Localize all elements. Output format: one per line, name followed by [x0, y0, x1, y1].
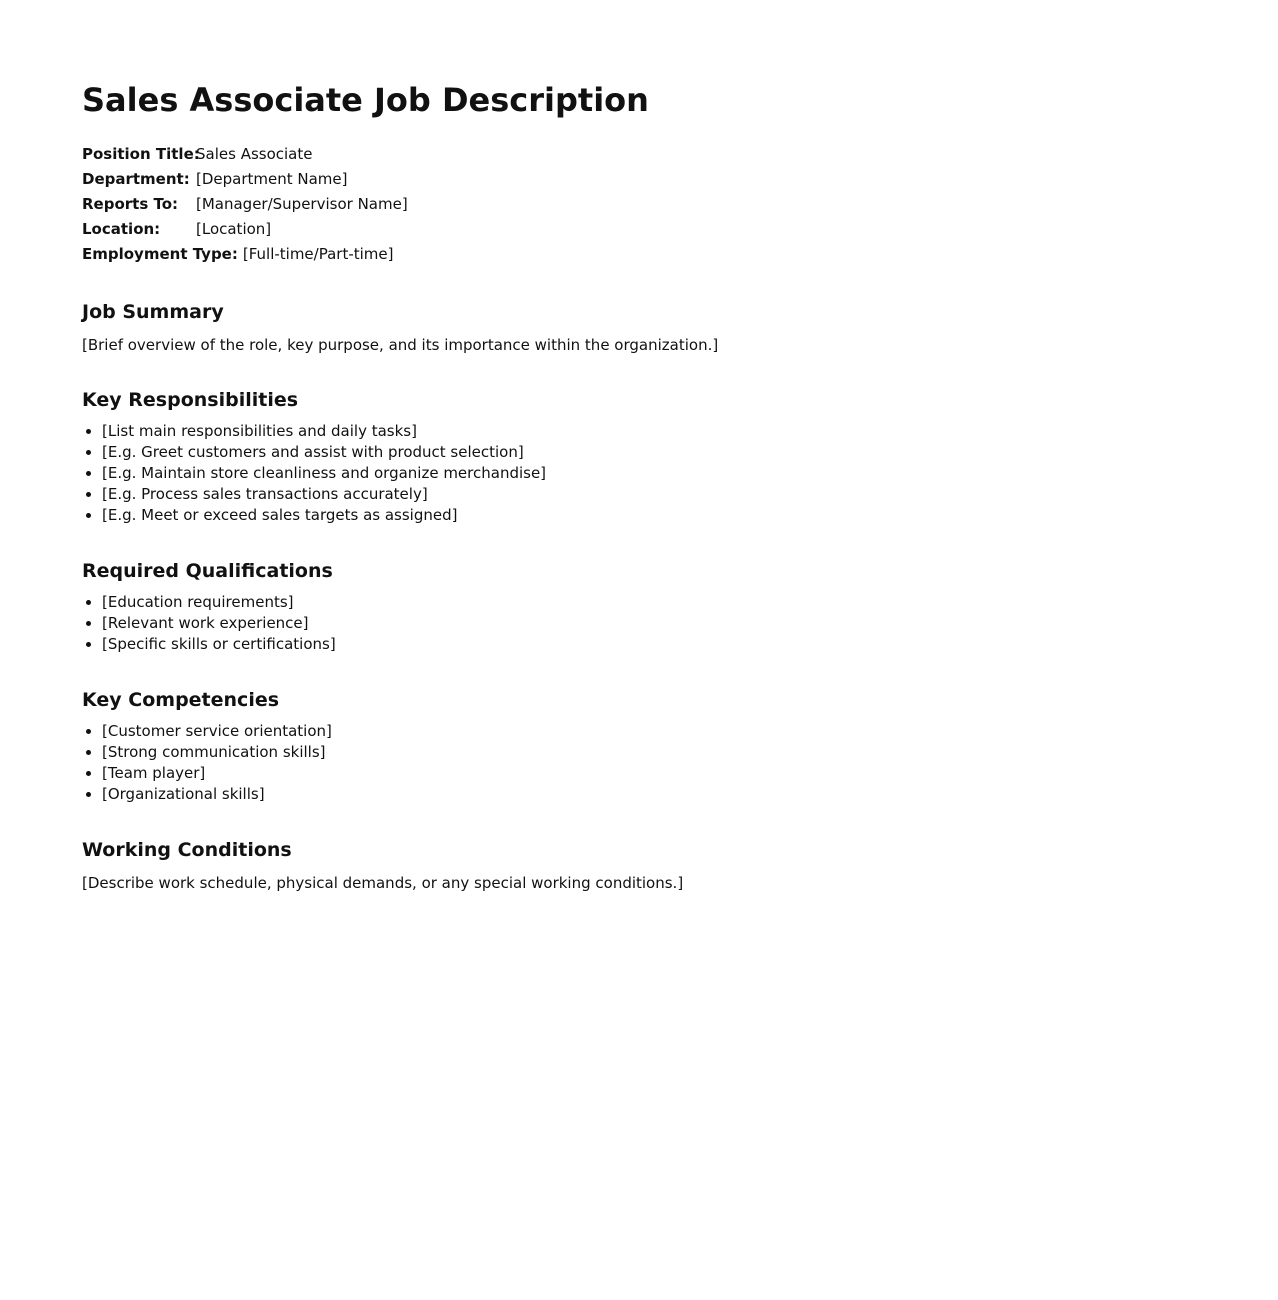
list-item: • [Relevant work experience] — [102, 613, 1182, 634]
job-description-document — [82, 78, 1182, 893]
section-key-competencies — [82, 687, 1182, 805]
list-item: • [List main responsibilities and daily tasks] — [102, 421, 1182, 442]
section-heading: Required Qualifications — [82, 560, 333, 582]
section-heading: Working Conditions — [82, 839, 292, 861]
info-label: Department: — [82, 170, 190, 188]
list-item: • [E.g. Meet or exceed sales targets as assigned] — [102, 505, 1182, 526]
section-required-qualifications — [82, 558, 1182, 655]
section-job-summary — [82, 299, 1182, 355]
page-title: Sales Associate Job Description — [82, 81, 649, 119]
qualifications-list — [82, 592, 1182, 655]
info-value: [Location] — [196, 220, 272, 238]
section-key-responsibilities — [82, 387, 1182, 526]
info-value: Sales Associate — [196, 145, 313, 163]
section-text: [Describe work schedule, physical demands, or any special working conditions.] — [82, 874, 684, 892]
list-item: • [Customer service orientation] — [102, 721, 1182, 742]
info-label: Position Title: — [82, 145, 200, 163]
list-item: • [E.g. Greet customers and assist with product selection] — [102, 442, 1182, 463]
info-value: [Full-time/Part-time] — [242, 245, 394, 263]
list-item: • [Organizational skills] — [102, 784, 1182, 805]
section-heading: Job Summary — [82, 301, 224, 323]
list-item: • [E.g. Maintain store cleanliness and organize merchandise] — [102, 463, 1182, 484]
list-item: • [E.g. Process sales transactions accurately] — [102, 484, 1182, 505]
section-text: [Brief overview of the role, key purpose, and its importance within the organization.] — [82, 336, 719, 354]
list-item: • [Strong communication skills] — [102, 742, 1182, 763]
section-working-conditions — [82, 837, 1182, 893]
info-row-employment-type — [82, 242, 1182, 267]
section-heading: Key Responsibilities — [82, 389, 299, 411]
info-label: Reports To: — [82, 195, 179, 213]
info-label: Location: — [82, 220, 161, 238]
list-item: • [Specific skills or certifications] — [102, 634, 1182, 655]
competencies-list — [82, 721, 1182, 805]
info-value: [Department Name] — [196, 170, 348, 188]
info-value: [Manager/Supervisor Name] — [196, 195, 408, 213]
info-row-reports-to — [82, 192, 1182, 217]
responsibilities-list — [82, 421, 1182, 526]
info-label: Employment Type: — [82, 245, 238, 263]
info-row-location — [82, 217, 1182, 242]
section-heading: Key Competencies — [82, 689, 280, 711]
list-item: • [Team player] — [102, 763, 1182, 784]
list-item: • [Education requirements] — [102, 592, 1182, 613]
info-row-department — [82, 167, 1182, 192]
info-row-position-title — [82, 142, 1182, 167]
job-info-block — [82, 142, 1182, 267]
